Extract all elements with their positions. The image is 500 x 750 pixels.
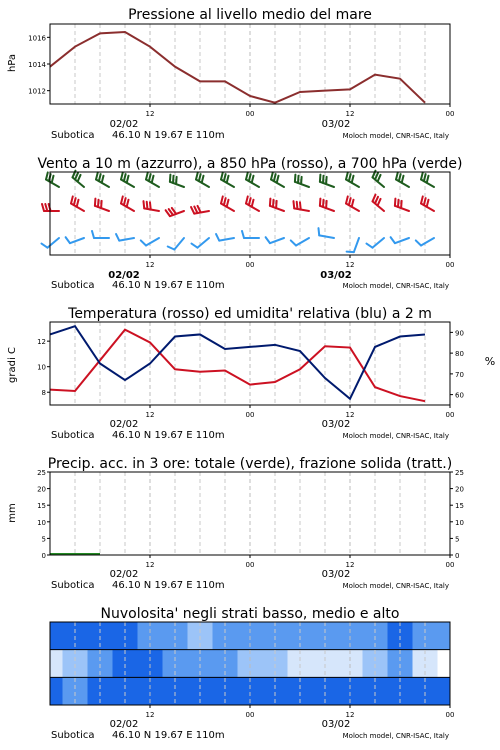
precip-x-tick-label: 12	[145, 561, 155, 569]
cloud-cell-high	[438, 677, 451, 705]
humidity-line	[50, 326, 425, 399]
temperature-title: Temperatura (rosso) ed umidita' relativa (blu) a 2 m	[68, 306, 432, 322]
cloud-x-ticks	[146, 705, 455, 719]
temperature-x-tick-label: 12	[345, 411, 355, 419]
wind-barb-850	[320, 199, 334, 211]
pressure-frame	[50, 24, 450, 104]
wind-barb-700	[271, 172, 284, 187]
temperature-line	[50, 330, 425, 402]
precip-x-ticks	[146, 555, 455, 569]
cloud-cell-mid	[50, 650, 63, 678]
cloud-x-tick-label: 00	[245, 711, 255, 719]
humidity-y-tick-label: 80	[455, 350, 464, 359]
cloud-coords: 46.10 N 19.67 E 110m	[112, 730, 225, 741]
wind-barb-700	[396, 172, 409, 187]
pressure-grid	[75, 24, 425, 104]
pressure-date-1: 02/02	[109, 119, 139, 130]
pressure-line	[50, 32, 425, 103]
wind-panel	[37, 156, 462, 291]
wind-barb-850	[143, 201, 159, 211]
temperature-grid	[75, 322, 425, 405]
temperature-x-ticks	[146, 405, 455, 419]
wind-barb-700	[196, 172, 209, 187]
wind-barb-700	[73, 171, 84, 187]
wind-station: Subotica	[51, 280, 95, 291]
temperature-coords: 46.10 N 19.67 E 110m	[112, 430, 225, 441]
temperature-y-tick-label: 10	[37, 363, 46, 372]
precip-credit: Moloch model, CNR-ISAC, Italy	[342, 582, 449, 590]
temperature-x-tick-label: 00	[245, 411, 255, 419]
precip-x-tick-label: 00	[245, 561, 255, 569]
precip-y-ticks-left	[37, 469, 50, 560]
humidity-y-tick-label: 70	[455, 370, 464, 379]
cloud-x-tick-label: 12	[345, 711, 355, 719]
wind-barb-10m	[347, 238, 359, 252]
pressure-station: Subotica	[51, 130, 95, 141]
wind-barb-850	[270, 199, 284, 211]
pressure-y-tick-label: 1012	[28, 87, 46, 96]
wind-barb-700	[421, 172, 434, 187]
pressure-coords: 46.10 N 19.67 E 110m	[112, 130, 225, 141]
wind-x-tick-label: 12	[145, 261, 155, 269]
precip-left-y-tick-label: 0	[41, 552, 46, 560]
wind-x-tick-label: 00	[445, 261, 455, 269]
cloud-title: Nuvolosita' negli strati basso, medio e alto	[100, 606, 400, 622]
wind-barb-10m	[168, 238, 184, 249]
wind-barb-700	[46, 172, 59, 187]
precip-x-tick-label: 00	[445, 561, 455, 569]
wind-barb-700	[146, 172, 159, 187]
wind-barb-850	[421, 196, 434, 211]
pressure-panel	[7, 7, 454, 141]
wind-barb-10m	[318, 228, 334, 238]
precip-y-ticks-right	[450, 469, 464, 560]
temperature-x-tick-label: 12	[145, 411, 155, 419]
pressure-date-2: 03/02	[321, 119, 351, 130]
wind-barb-850	[121, 196, 134, 211]
pressure-y-ticks	[28, 34, 50, 95]
precip-grid	[75, 472, 425, 555]
wind-barb-850	[246, 196, 259, 211]
precip-right-y-tick-label: 15	[455, 502, 464, 511]
precip-left-y-tick-label: 15	[37, 502, 46, 511]
wind-barb-850	[293, 201, 309, 211]
temperature-y-ticks	[37, 338, 50, 397]
pressure-x-tick-label: 12	[145, 110, 155, 118]
wind-barb-700	[96, 172, 109, 187]
pressure-credit: Moloch model, CNR-ISAC, Italy	[342, 132, 449, 140]
humidity-y-ticks	[450, 329, 464, 399]
humidity-y-tick-label: 60	[455, 391, 464, 400]
temperature-station: Subotica	[51, 430, 95, 441]
cloud-date-1: 02/02	[109, 719, 139, 730]
precip-right-y-tick-label: 10	[455, 518, 464, 527]
wind-x-tick-label: 00	[245, 261, 255, 269]
cloud-cell-low	[50, 622, 63, 650]
temperature-date-1: 02/02	[109, 419, 139, 430]
wind-barb-700	[320, 175, 334, 187]
temperature-date-2: 03/02	[321, 419, 351, 430]
cloud-x-tick-label: 00	[445, 711, 455, 719]
temperature-ylabel: gradi C	[7, 347, 18, 383]
wind-barb-850	[71, 196, 84, 211]
humidity-y-tick-label: 90	[455, 329, 464, 338]
temperature-credit: Moloch model, CNR-ISAC, Italy	[342, 432, 449, 440]
precip-coords: 46.10 N 19.67 E 110m	[112, 580, 225, 591]
cloud-x-tick-label: 12	[145, 711, 155, 719]
wind-barb-850	[373, 195, 384, 211]
precip-title: Precip. acc. in 3 ore: totale (verde), frazione solida (tratt.)	[47, 456, 453, 472]
precip-x-tick-label: 12	[345, 561, 355, 569]
pressure-y-tick-label: 1014	[28, 61, 46, 69]
wind-barb-850	[95, 199, 109, 211]
temperature-y-tick-label: 8	[41, 389, 46, 398]
wind-barb-700	[170, 175, 184, 187]
precip-left-y-tick-label: 10	[37, 518, 46, 527]
cloud-station: Subotica	[51, 730, 95, 741]
wind-barb-700	[346, 172, 359, 187]
cloud-credit: Moloch model, CNR-ISAC, Italy	[342, 732, 449, 740]
wind-x-tick-label: 12	[345, 261, 355, 269]
pressure-title: Pressione al livello medio del mare	[128, 7, 372, 23]
pressure-x-tick-label: 00	[245, 110, 255, 118]
temperature-x-tick-label: 00	[445, 411, 455, 419]
wind-barb-10m	[416, 238, 434, 246]
precip-left-y-tick-label: 5	[41, 535, 46, 544]
pressure-x-tick-label: 12	[345, 110, 355, 118]
wind-barb-10m	[141, 238, 159, 246]
wind-credit: Moloch model, CNR-ISAC, Italy	[342, 282, 449, 290]
cloud-cell-high	[50, 677, 63, 705]
precip-right-y-tick-label: 25	[455, 469, 464, 477]
wind-barb-700	[373, 171, 384, 187]
pressure-x-tick-label: 00	[445, 110, 455, 118]
cloud-cell-low	[438, 622, 451, 650]
wind-barb-850	[221, 196, 234, 211]
temperature-panel	[7, 306, 495, 441]
wind-x-ticks	[146, 255, 455, 269]
pressure-x-ticks	[146, 104, 455, 118]
cloud-panel	[50, 606, 454, 741]
wind-title: Vento a 10 m (azzurro), a 850 hPa (rosso), a 700 hPa (verde)	[37, 156, 463, 172]
precip-station: Subotica	[51, 580, 95, 591]
precip-panel	[7, 456, 464, 591]
precip-left-y-tick-label: 25	[37, 469, 46, 477]
precip-ylabel: mm	[7, 503, 18, 523]
cloud-date-2: 03/02	[321, 719, 351, 730]
wind-grid	[75, 172, 425, 255]
cloud-cell-mid	[438, 650, 451, 678]
wind-barb-700	[246, 172, 259, 187]
precip-left-y-tick-label: 20	[37, 485, 46, 494]
precip-right-y-tick-label: 0	[455, 552, 460, 560]
wind-barb-700	[221, 172, 234, 187]
humidity-ylabel: %	[484, 355, 496, 368]
precip-right-y-tick-label: 5	[455, 535, 460, 544]
wind-barb-850	[346, 196, 359, 211]
precip-date-1: 02/02	[109, 569, 139, 580]
wind-barb-850	[395, 199, 409, 211]
wind-date-2: 03/02	[320, 270, 352, 281]
precip-right-y-tick-label: 20	[455, 485, 464, 494]
precip-date-2: 03/02	[321, 569, 351, 580]
pressure-ylabel: hPa	[7, 53, 18, 73]
temperature-y-tick-label: 12	[37, 338, 46, 347]
wind-coords: 46.10 N 19.67 E 110m	[112, 280, 225, 291]
wind-barb-10m	[291, 238, 309, 246]
wind-barb-700	[295, 175, 309, 187]
wind-date-1: 02/02	[108, 270, 140, 281]
wind-barb-700	[121, 172, 134, 187]
pressure-y-tick-label: 1016	[28, 34, 46, 43]
